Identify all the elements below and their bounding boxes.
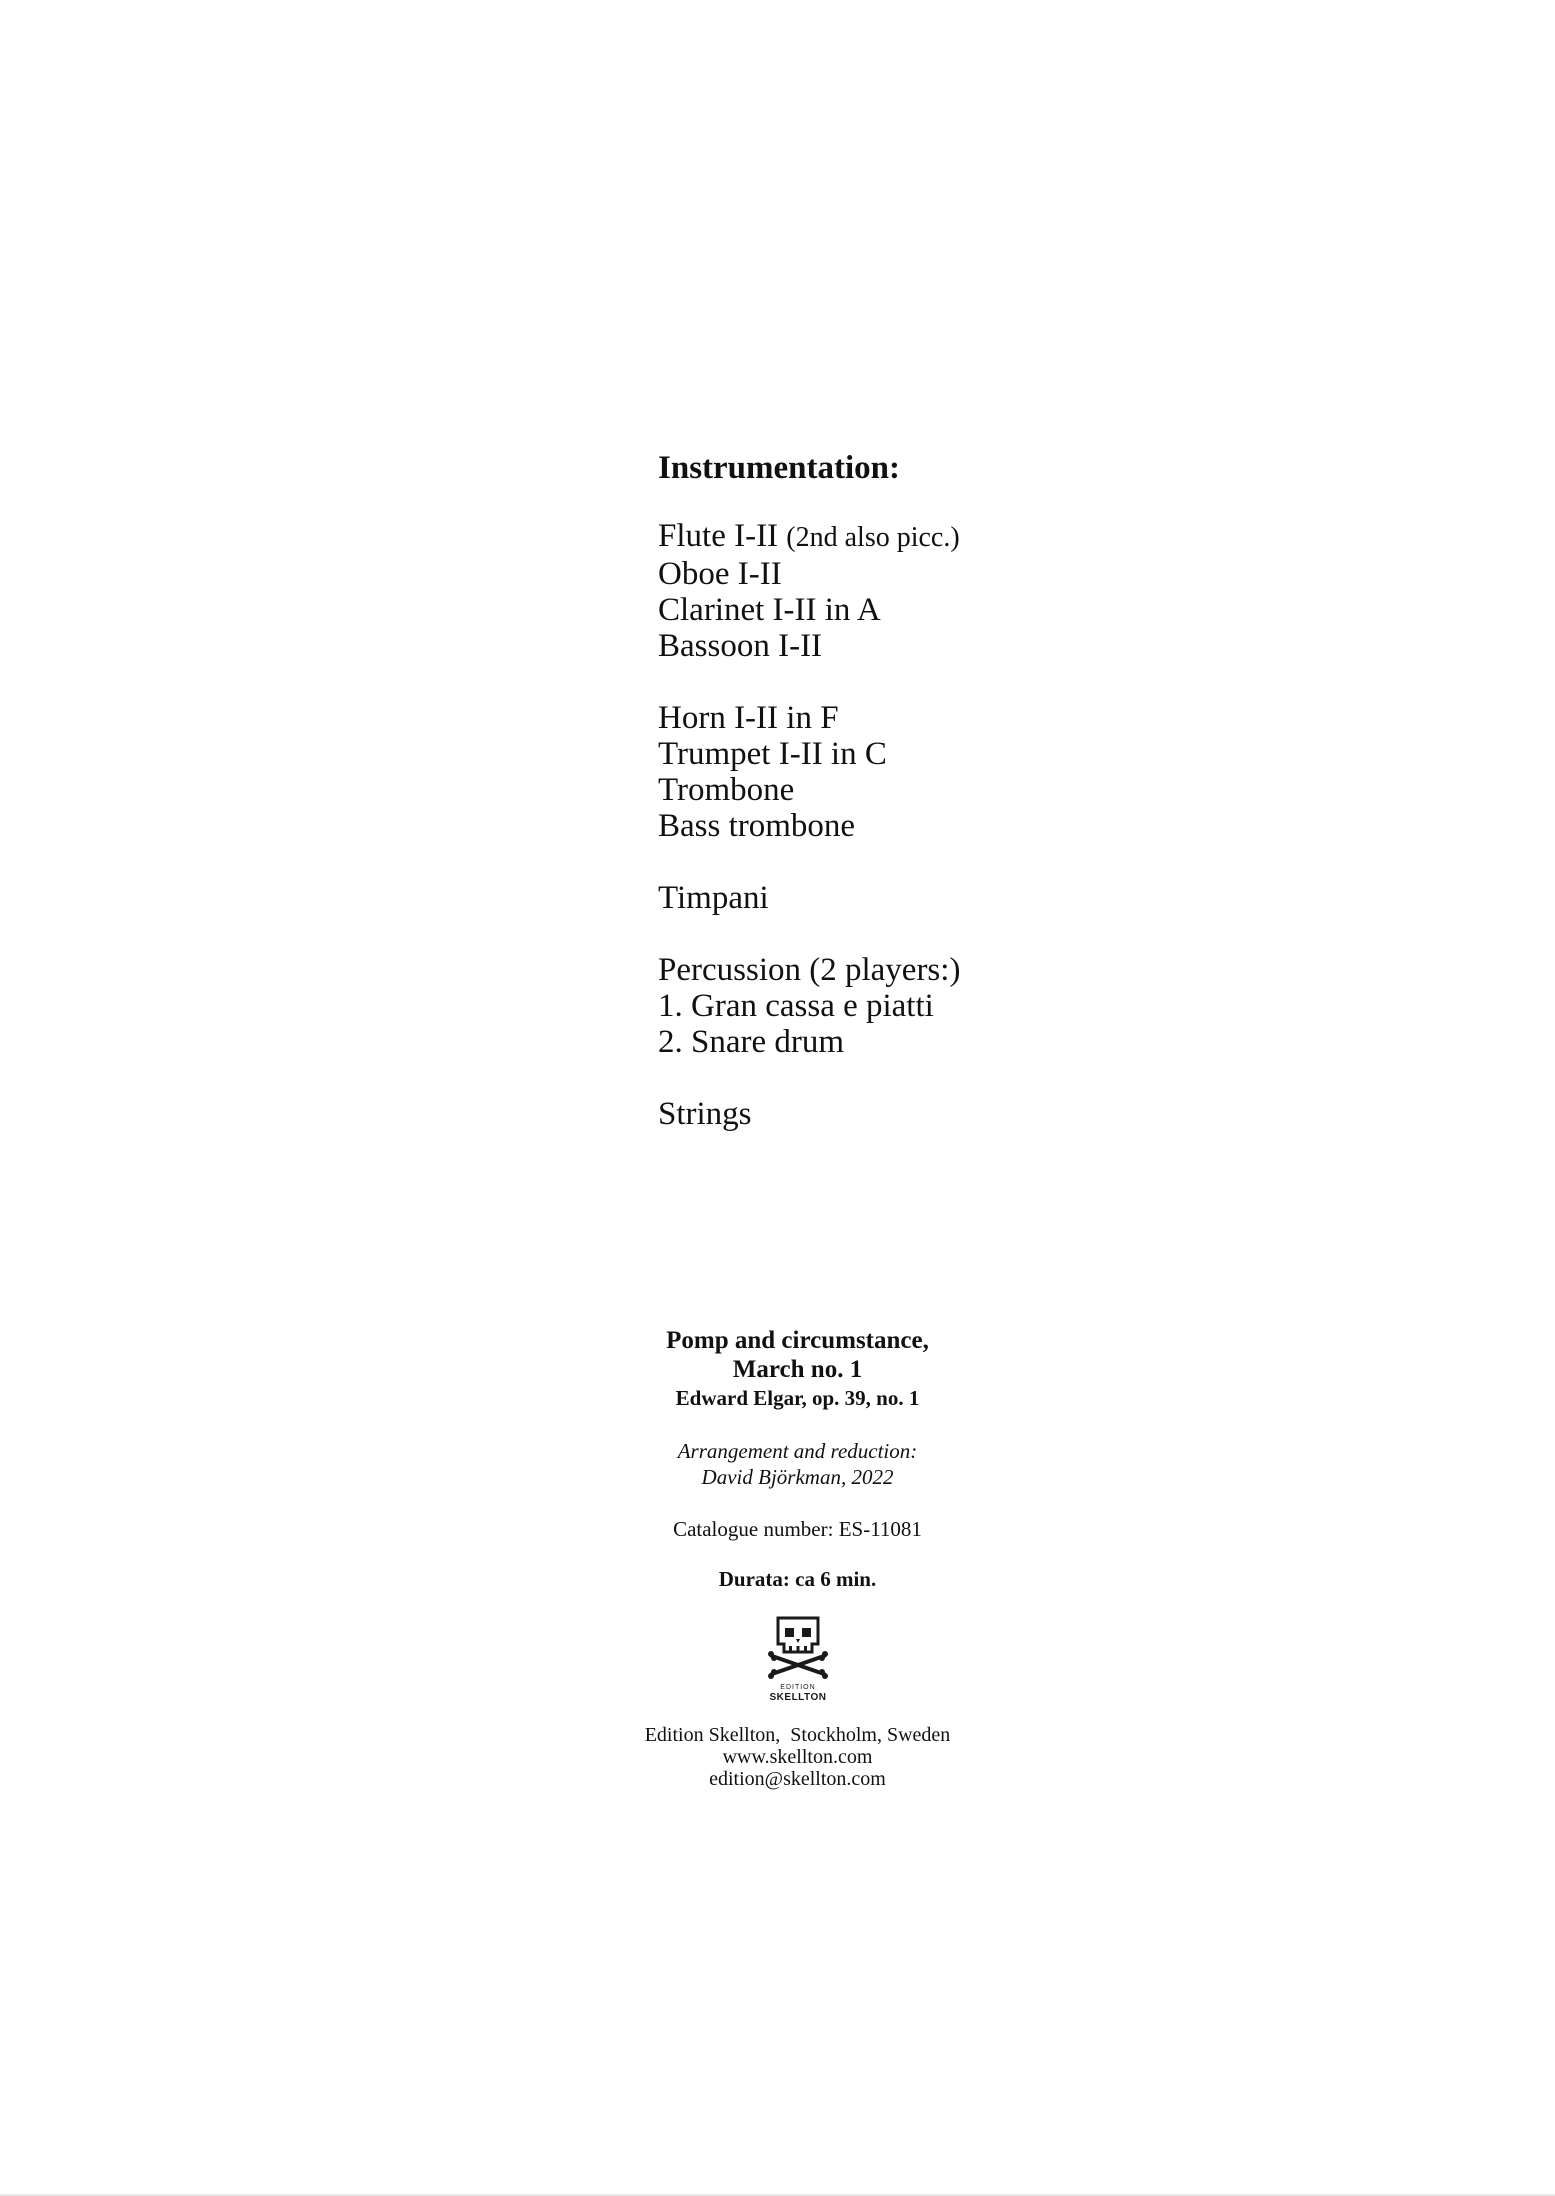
colophon bbox=[560, 1326, 1035, 1790]
work-title-line1: Pomp and circumstance, bbox=[666, 1327, 929, 1354]
instrument-line: Percussion (2 players:) bbox=[658, 952, 961, 988]
instrument-line: Trombone bbox=[658, 772, 795, 808]
catalogue-number: Catalogue number: ES-11081 bbox=[673, 1517, 922, 1541]
instrument-line: 2. Snare drum bbox=[658, 1024, 845, 1060]
instrument-note: (2nd also picc.) bbox=[786, 522, 960, 553]
publisher-info bbox=[560, 1724, 1035, 1790]
skull-crossbones-icon bbox=[758, 1614, 838, 1704]
instrument-line: Trumpet I-II in C bbox=[658, 736, 887, 772]
instrumentation-list bbox=[658, 446, 1258, 1168]
work-composer: Edward Elgar, op. 39, no. 1 bbox=[675, 1386, 920, 1410]
instrument-line: Strings bbox=[658, 1096, 752, 1132]
arranger-name: David Björkman, 2022 bbox=[701, 1465, 894, 1489]
brass-group bbox=[658, 700, 1258, 844]
publisher-website: www.skellton.com bbox=[722, 1746, 873, 1768]
publisher-name-location: Edition Skellton, Stockholm, Sweden bbox=[644, 1724, 951, 1746]
instrument-name: Flute I-II bbox=[658, 518, 779, 554]
publisher-email: edition@skellton.com bbox=[709, 1768, 886, 1790]
instrument-line: Timpani bbox=[658, 880, 769, 916]
instrument-line bbox=[658, 518, 1258, 556]
instrument-line: Horn I-II in F bbox=[658, 700, 839, 736]
work-title-line2: March no. 1 bbox=[732, 1356, 863, 1383]
instrument-line: Bassoon I-II bbox=[658, 628, 823, 664]
durata: Durata: ca 6 min. bbox=[718, 1567, 877, 1591]
timpani-group bbox=[658, 880, 1258, 916]
arrangement-credit bbox=[560, 1438, 1035, 1490]
arrangement-label: Arrangement and reduction: bbox=[677, 1439, 918, 1463]
logo-brand-text: SKELLTON bbox=[769, 1692, 826, 1703]
percussion-group bbox=[658, 952, 1258, 1060]
woodwinds-group bbox=[658, 518, 1258, 664]
instrumentation-heading: Instrumentation: bbox=[658, 450, 901, 486]
instrument-line: Clarinet I-II in A bbox=[658, 592, 881, 628]
instrument-line: 1. Gran cassa e piatti bbox=[658, 988, 934, 1024]
instrument-line: Oboe I-II bbox=[658, 556, 782, 592]
instrument-line: Bass trombone bbox=[658, 808, 856, 844]
logo-small-text: EDITION bbox=[779, 1684, 816, 1691]
strings-group bbox=[658, 1096, 1258, 1132]
